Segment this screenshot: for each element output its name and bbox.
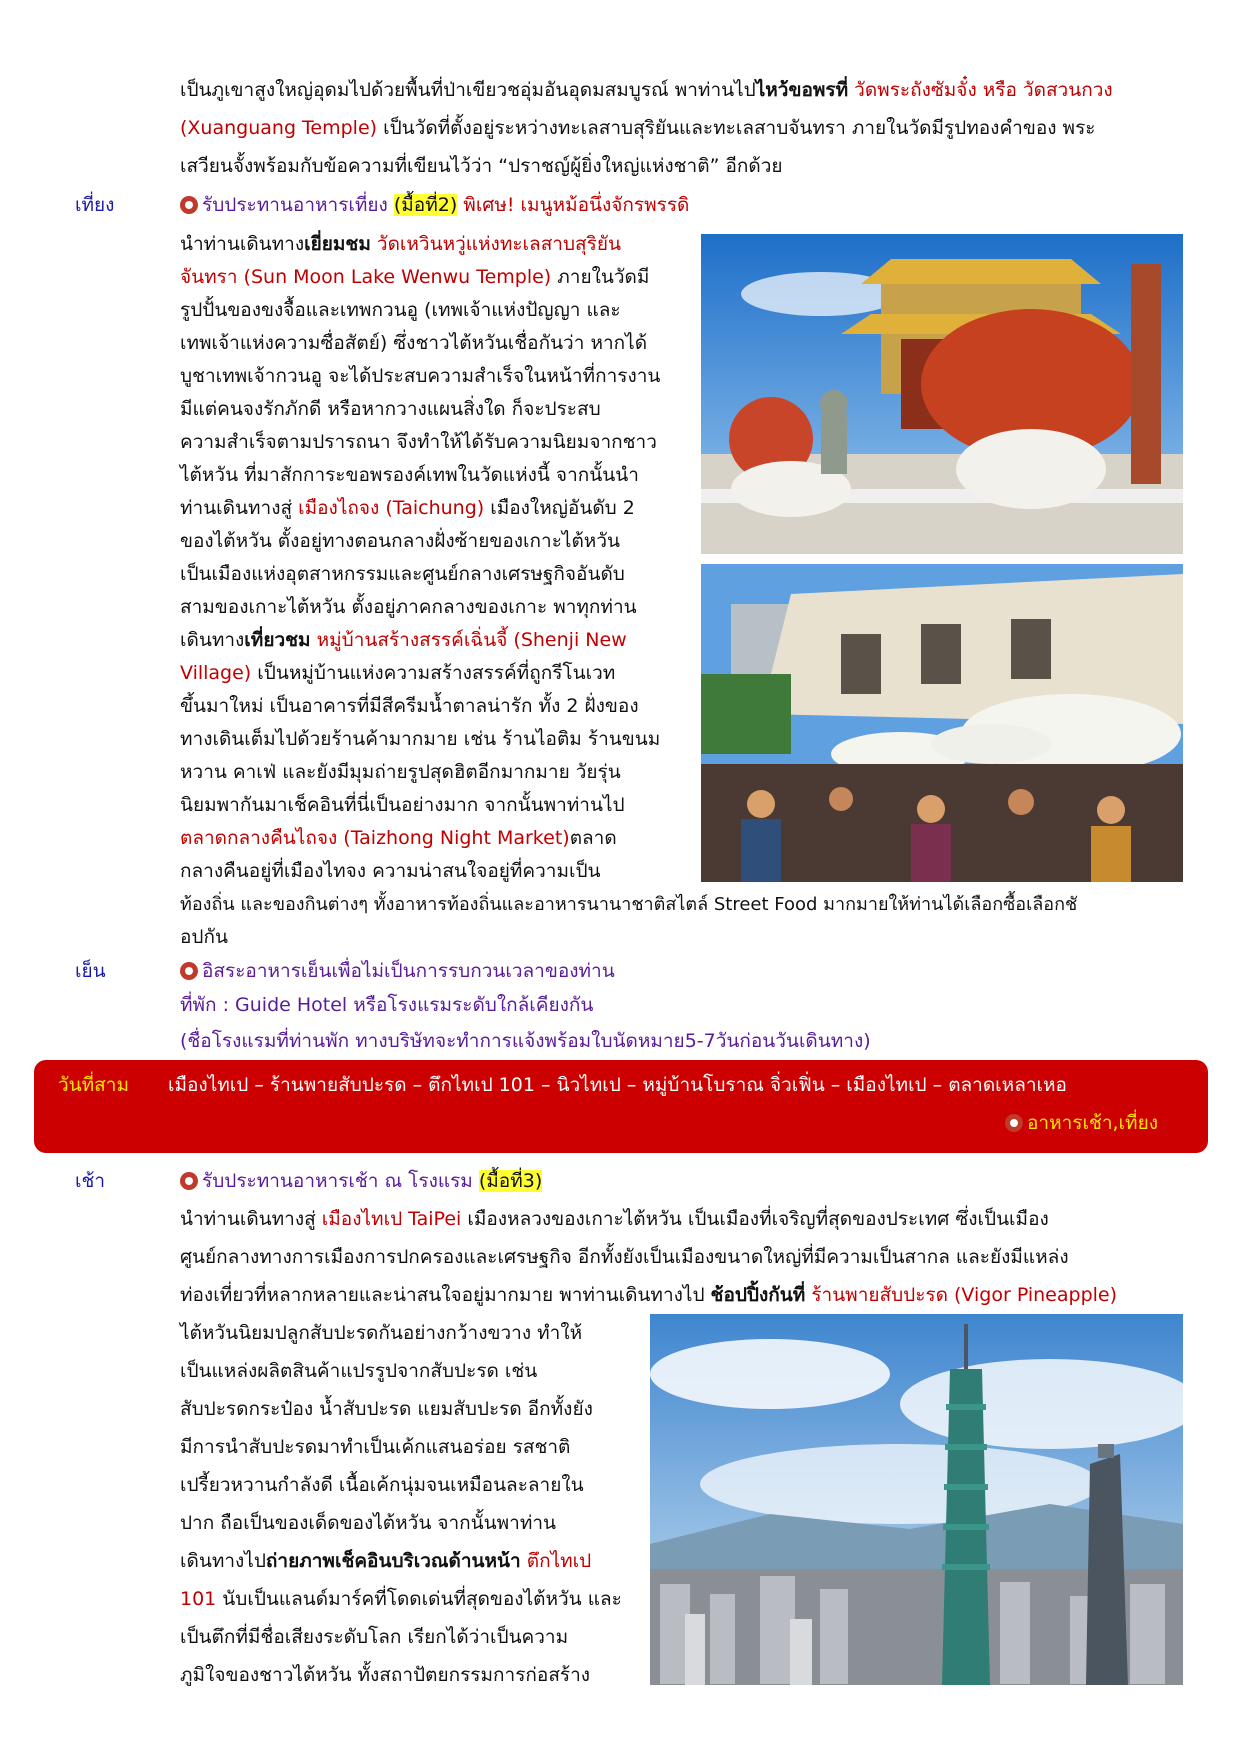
dinner-label: เย็น	[75, 960, 106, 982]
day-title: วันที่สาม	[58, 1074, 129, 1096]
taipei-line-3: ท่องเที่ยวที่หลากหลายและน่าสนใจอยู่มากมาย พาท่านเดินทางไป ช้อปปิ้งกันที่ ร้านพายสับปะรด (Vigor Pineapple)	[180, 1284, 1118, 1306]
taipei-line-11: 101 นับเป็นแลนด์มาร์คที่โดดเด่นที่สุดของไต้หวัน และ	[180, 1588, 622, 1610]
wenwu-line-21: ท้องถิ่น และของกินต่างๆ ทั้งอาหารท้องถิ่นและอาหารนานาชาติสไตล์ Street Food มากมายให้ท่านได้เลือกซื้อเลือกชั	[180, 894, 1078, 915]
wenwu-line-8: ไต้หวัน ที่มาสักการะขอพรองค์เทพในวัดแห่งนี้ จากนั้นนำ	[180, 464, 639, 486]
intro-line-2: (Xuanguang Temple) เป็นวัดที่ตั้งอยู่ระหว่างทะเลสาบสุริยันและทะเลสาบจันทรา ภายในวัดมีรูปทองคำของ พระ	[180, 117, 1096, 139]
breakfast-label: เช้า	[75, 1170, 106, 1192]
taipei-line-8: เปรี้ยวหวานกำลังดี เนื้อเค้กนุ่มจนเหมือนละลายใน	[180, 1474, 584, 1496]
wenwu-line-1: นำท่านเดินทางเยี่ยมชม วัดเหวินหวู่แห่งทะเลสาบสุริยัน	[180, 233, 621, 255]
day-three-banner	[34, 1060, 1208, 1153]
hotel-note: (ชื่อโรงแรมที่ท่านพัก ทางบริษัทจะทำการแจ้งพร้อมใบนัดหมาย5-7วันก่อนวันเดินทาง)	[180, 1030, 871, 1052]
wenwu-line-11: เป็นเมืองแห่งอุตสาหกรรมและศูนย์กลางเศรษฐกิจอันดับ	[180, 563, 625, 585]
wenwu-line-4: เทพเจ้าแห่งความซื่อสัตย์) ซึ่งชาวไต้หวันเชื่อกันว่า หากได้	[180, 332, 648, 354]
wenwu-line-6: มีแต่คนจงรักภักดี หรือหากวางแผนสิ่งใด ก็จะประสบ	[180, 398, 601, 420]
wenwu-line-17: หวาน คาเฟ่ และยังมีมุมถ่ายรูปสุดฮิตอีกมากมาย วัยรุ่น	[180, 761, 621, 783]
wenwu-line-9: ท่านเดินทางสู่ เมืองไถจง (Taichung) เมืองใหญ่อันดับ 2	[180, 497, 635, 519]
meal-icon	[180, 1172, 198, 1190]
taipei-line-4: ไต้หวันนิยมปลูกสับปะรดกันอย่างกว้างขวาง ทำให้	[180, 1322, 583, 1344]
taipei-line-7: มีการนำสับปะรดมาทำเป็นเค้กแสนอร่อย รสชาติ	[180, 1436, 571, 1458]
wenwu-line-19: ตลาดกลางคืนไถจง (Taizhong Night Market)ตลาด	[180, 827, 617, 849]
intro-line-3: เสวียนจั้งพร้อมกับข้อความที่เขียนไว้ว่า “ปราชญ์ผู้ยิ่งใหญ่แห่งชาติ” อีกด้วย	[180, 155, 783, 177]
taipei-line-13: ภูมิใจของชาวไต้หวัน ทั้งสถาปัตยกรรมการก่อสร้าง	[180, 1664, 591, 1686]
wenwu-line-12: สามของเกาะไต้หวัน ตั้งอยู่ภาคกลางของเกาะ พาทุกท่าน	[180, 596, 637, 618]
shenji-village-photo	[701, 564, 1183, 882]
wenwu-temple-photo	[701, 234, 1183, 554]
meal-icon	[1005, 1114, 1023, 1132]
wenwu-line-20: กลางคืนอยู่ที่เมืองไทจง ความน่าสนใจอยู่ที่ความเป็น	[180, 860, 601, 882]
taipei-101-photo	[650, 1314, 1183, 1685]
taipei-line-6: สับปะรดกระป๋อง น้ำสับปะรด แยมสับปะรด อีกทั้งยัง	[180, 1398, 593, 1420]
wenwu-line-13: เดินทางเที่ยวชม หมู่บ้านสร้างสรรค์เฉิ่นจี้ (Shenji New	[180, 629, 627, 651]
taipei-line-9: ปาก ถือเป็นของเด็ดของไต้หวัน จากนั้นพาท่าน	[180, 1512, 557, 1534]
taipei-line-10: เดินทางไปถ่ายภาพเช็คอินบริเวณด้านหน้า ตึกไทเป	[180, 1550, 592, 1572]
wenwu-line-5: บูชาเทพเจ้ากวนอู จะได้ประสบความสำเร็จในหน้าที่การงาน	[180, 365, 661, 387]
meal-icon	[180, 196, 198, 214]
intro-line-1: เป็นภูเขาสูงใหญ่อุดมไปด้วยพื้นที่ป่าเขียวชอุ่มอันอุดมสมบูรณ์ พาท่านไปไหว้ขอพรที่ วัดพระถังซัมจั๋ง หรือ วัดสวนกวง	[180, 79, 1113, 101]
day-meals: อาหารเช้า,เที่ยง	[1005, 1108, 1158, 1138]
day-route: เมืองไทเป – ร้านพายสับปะรด – ตึกไทเป 101 – นิวไทเป – หมู่บ้านโบราณ จิ่วเฟิ่น – เมืองไทเป – ตลาดเหลาเหอ	[168, 1074, 1067, 1096]
wenwu-line-3: รูปปั้นของขงจื้อและเทพกวนอู (เทพเจ้าแห่งปัญญา และ	[180, 299, 621, 321]
wenwu-line-15: ขึ้นมาใหม่ เป็นอาคารที่มีสีครีมน้ำตาลน่ารัก ทั้ง 2 ฝั่งของ	[180, 695, 639, 717]
dinner-line: อิสระอาหารเย็นเพื่อไม่เป็นการรบกวนเวลาของท่าน	[180, 955, 615, 988]
wenwu-line-18: นิยมพากันมาเช็คอินที่นี่เป็นอย่างมาก จากนั้นพาท่านไป	[180, 794, 625, 816]
lunch-line: รับประทานอาหารเที่ยง (มื้อที่2) พิเศษ! เมนูหม้อนึ่งจักรพรรดิ	[180, 189, 689, 222]
taipei-line-2: ศูนย์กลางทางการเมืองการปกครองและเศรษฐกิจ อีกทั้งยังเป็นเมืองขนาดใหญ่ที่มีความเป็นสากล และยังมีแหล่ง	[180, 1246, 1069, 1268]
meal-icon	[180, 962, 198, 980]
taipei-line-12: เป็นตึกที่มีชื่อเสียงระดับโลก เรียกได้ว่าเป็นความ	[180, 1626, 569, 1648]
wenwu-line-7: ความสำเร็จตามปรารถนา จึงทำให้ได้รับความนิยมจากชาว	[180, 431, 657, 453]
wenwu-line-14: Village) เป็นหมู่บ้านแห่งความสร้างสรรค์ที่ถูกรีโนเวท	[180, 662, 616, 684]
wenwu-line-22: อปกัน	[180, 926, 228, 948]
hotel-line: ที่พัก : Guide Hotel หรือโรงแรมระดับใกล้เคียงกัน	[180, 994, 594, 1016]
lunch-label: เที่ยง	[75, 194, 115, 216]
taipei-line-1: นำท่านเดินทางสู่ เมืองไทเป TaiPei เมืองหลวงของเกาะไต้หวัน เป็นเมืองที่เจริญที่สุดของประเทศ ซึ่งเป็นเมือง	[180, 1208, 1049, 1230]
wenwu-line-10: ของไต้หวัน ตั้งอยู่ทางตอนกลางฝั่งซ้ายของเกาะไต้หวัน	[180, 530, 620, 552]
taipei-line-5: เป็นแหล่งผลิตสินค้าแปรรูปจากสับปะรด เช่น	[180, 1360, 538, 1382]
wenwu-line-16: ทางเดินเต็มไปด้วยร้านค้ามากมาย เช่น ร้านไอติม ร้านขนม	[180, 728, 661, 750]
wenwu-line-2: จันทรา (Sun Moon Lake Wenwu Temple) ภายในวัดมี	[180, 266, 650, 288]
breakfast-line: รับประทานอาหารเช้า ณ โรงแรม (มื้อที่3)	[180, 1165, 542, 1198]
